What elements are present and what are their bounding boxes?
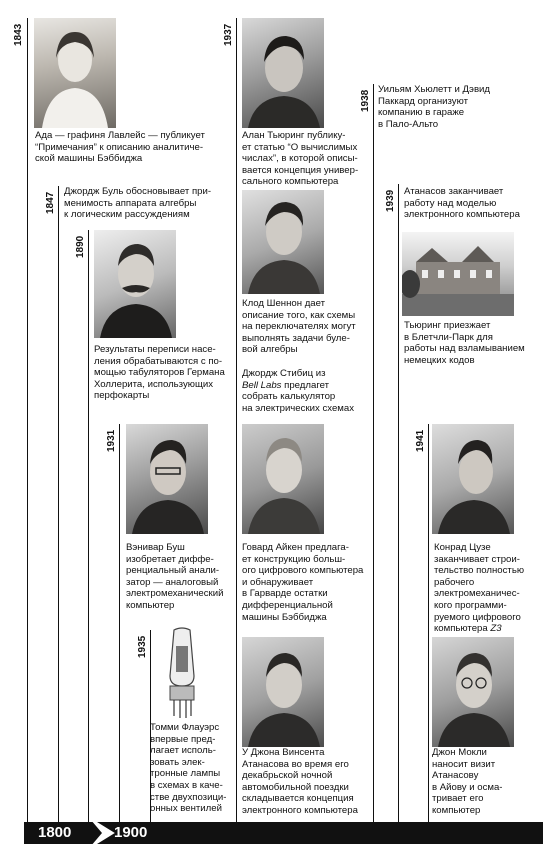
timeline-line-1941	[428, 424, 429, 824]
caption-zuse	[434, 542, 524, 635]
caption-bush: Вэнивар Буш изобретает диффе- ренциальный анали- затор — аналоговый электромеханический компьютер	[126, 542, 224, 611]
caption-zuse-pre: Конрад Цузе заканчивает строи- тельство полностью рабочего электромеханичес- кого программи- руемого цифрового компьютера	[434, 542, 525, 635]
bletchley-park-photo	[402, 232, 514, 316]
claude-shannon-portrait	[242, 190, 324, 294]
timeline-line-1937	[236, 18, 237, 824]
caption-turing-bletchley: Тьюринг приезжает в Блетчли-Парк для работы над взламыванием немецких кодов	[404, 320, 525, 366]
year-label: 1890	[75, 235, 86, 258]
caption-shannon: Клод Шеннон дает описание того, как схемы на переключателях могут выполнять задачи буле- вой алгебры	[242, 298, 356, 356]
caption-stibitz-em: Bell Labs	[242, 379, 282, 391]
caption-stibitz	[242, 368, 354, 414]
timeline-line-1931	[119, 424, 120, 824]
timeline-line-1938	[373, 84, 374, 824]
vacuum-tube-image	[156, 624, 208, 720]
caption-hollerith: Результаты переписи насе- ления обрабатываются с по- мощью табуляторов Германа Холлерита, использующих перфокарты	[94, 344, 225, 402]
caption-turing-paper: Алан Тьюринг публику- ет статью “О вычислимых числах”, в которой описы- вается концепция универ- сального компьютера	[242, 130, 359, 188]
timeline-line-1890	[88, 230, 89, 824]
year-label: 1847	[45, 191, 56, 214]
timeline-label-1800: 1800	[38, 824, 72, 841]
atanasoff-portrait	[242, 637, 324, 747]
caption-atanasoff-model: Атанасов заканчивает работу над моделью электронного компьютера	[404, 186, 520, 221]
howard-aiken-portrait	[242, 424, 324, 534]
timeline-label-1900: 1900	[114, 824, 148, 841]
caption-zuse-em: Z3	[490, 623, 502, 635]
timeline-segment-1900	[97, 822, 543, 844]
herman-hollerith-portrait	[94, 230, 176, 338]
caption-stibitz-post: предлагет собрать калькулятор на электрических схемах	[242, 379, 355, 414]
caption-hewlett-packard: Уильям Хьюлетт и Дэвид Паккард организуют компанию в гараже в Пало-Альто	[378, 84, 490, 130]
ada-lovelace-portrait	[34, 18, 116, 128]
caption-ada-lovelace: Ада — графиня Лавлейс — публикует “Примечания” к описанию аналитиче- ской машины Бэббиджа	[35, 130, 205, 165]
year-label: 1938	[360, 89, 371, 112]
year-label: 1937	[223, 23, 234, 46]
year-label: 1843	[13, 23, 24, 46]
year-label: 1939	[385, 189, 396, 212]
caption-stibitz-pre: Джордж Стибиц из	[242, 368, 326, 379]
alan-turing-portrait	[242, 18, 324, 128]
year-label: 1931	[106, 429, 117, 452]
caption-flowers: Томми Флауэрс впервые пред- лагает исполь- зовать элек- тронные лампы в схемах в каче- стве двухпозици- онных вентилей	[150, 722, 227, 815]
timeline-line-1939	[398, 184, 399, 824]
timeline-line-1847	[58, 186, 59, 824]
caption-atanasoff-concept: У Джона Винсента Атанасова во время его декабрьской ночной автомобильной поездки складывается концепция электронного компьютера	[242, 747, 358, 816]
year-label: 1941	[415, 429, 426, 452]
caption-aiken: Говард Айкен предлага- ет конструкцию больш- ого цифрового компьютера и обнаруживает в Гарварде остатки дифференциальной машины Бэббиджа	[242, 542, 364, 623]
vannevar-bush-portrait	[126, 424, 208, 534]
caption-boole: Джордж Буль обосновывает при- менимость аппарата алгебры к логическим рассуждениям	[64, 186, 212, 221]
caption-mauchly: Джон Мокли наносит визит Атанасову в Айову и осма- тривает его компьютер	[432, 747, 503, 816]
timeline-bar	[0, 822, 543, 850]
year-label: 1935	[137, 635, 148, 658]
timeline-line-1843	[27, 18, 28, 824]
konrad-zuse-portrait	[432, 424, 514, 534]
mauchly-portrait	[432, 637, 514, 747]
